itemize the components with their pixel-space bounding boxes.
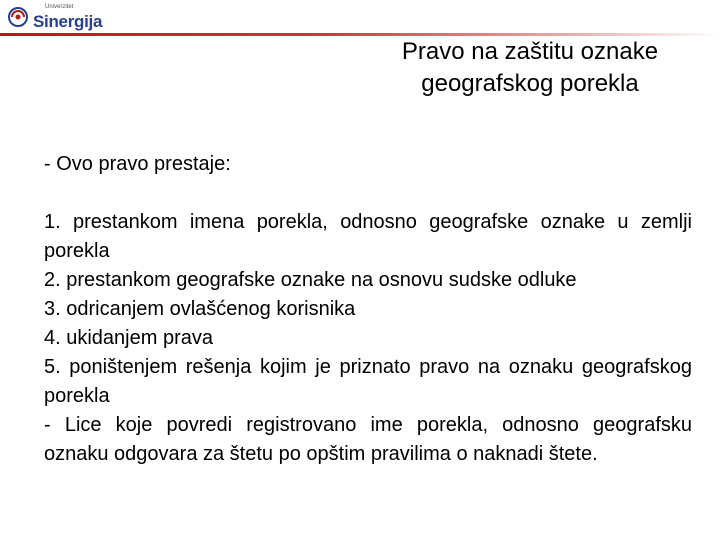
slide-title — [340, 36, 720, 100]
list-item: 5. poništenjem rešenja kojim je priznato pravo na oznaku geografskog porekla — [44, 356, 692, 407]
logo-emblem-icon — [8, 6, 28, 28]
logo-wordmark: Sinergija — [33, 12, 103, 31]
slide-title-line-1: Pravo na zaštitu oznake — [401, 38, 659, 65]
slide-title-line-2: geografskog porekla — [421, 70, 639, 97]
list-item: 4. ukidanjem prava — [44, 327, 213, 349]
intro-text: - Ovo pravo prestaje: — [44, 153, 231, 175]
list-item: 2. prestankom geografske oznake na osnovu sudske odluke — [44, 269, 577, 291]
university-logo — [8, 4, 103, 32]
list-item: 1. prestankom imena porekla, odnosno geografske oznake u zemlji porekla — [44, 211, 692, 262]
slide-body — [44, 208, 692, 469]
list-item: 3. odricanjem ovlašćenog korisnika — [44, 298, 356, 320]
logo-superscript: Univerzitet — [45, 4, 74, 10]
list-item: - Lice koje povredi registrovano ime porekla, odnosno geografsku oznaku odgovara za štetu po opštim pravilima o naknadi štete. — [44, 414, 692, 465]
